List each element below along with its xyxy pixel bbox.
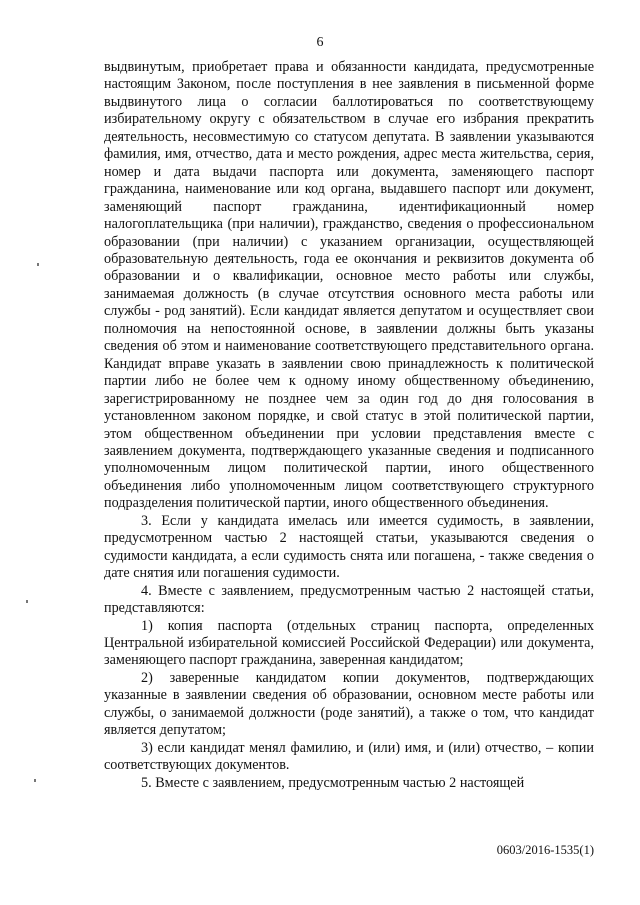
margin-mark bbox=[37, 263, 39, 266]
paragraph-6: 3) если кандидат менял фамилию, и (или) имя, и (или) отчество, – копии соответствующих документов. bbox=[104, 739, 594, 774]
paragraph-3: 4. Вместе с заявлением, предусмотренным частью 2 настоящей статьи, представляются: bbox=[104, 582, 594, 617]
margin-mark bbox=[26, 600, 28, 603]
document-body bbox=[104, 59, 594, 792]
paragraph-2: 3. Если у кандидата имелась или имеется судимость, в заявлении, предусмотренном частью 2 настоящей статьи, указываются сведения о судимости кандидата, а если судимость снята или погашена, - также сведения о дате снятия или погашения судимости. bbox=[104, 512, 594, 582]
paragraph-7: 5. Вместе с заявлением, предусмотренным частью 2 настоящей bbox=[141, 774, 525, 791]
page-number: 6 bbox=[316, 35, 324, 50]
paragraph-1: выдвинутым, приобретает права и обязанности кандидата, предусмотренные настоящим Законом, после поступления в нее заявления в письменной форме выдвинутого лица о согласии баллотироваться по соответствующему избирательному округу с обязательством в случае его избрания прекратить деятельность, несовместимую со статусом депутата. В заявлении указываются фамилия, имя, отчество, дата и место рождения, адрес места жительства, серия, номер и дата выдачи паспорта или документа, заменяющего паспорт гражданина, наименование или код органа, выдавшего паспорт или документ, заменяющий паспорт гражданина, идентификационный номер налогоплательщика (при наличии), гражданство, сведения о профессиональном образовании (при наличии) с указанием организации, осуществляющей образовательную деятельность, года ее окончания и реквизитов документа об образовании и о квалификации, основное место работы или службы, занимаемая должность (в случае отсутствия основного места работы или службы - род занятий). Если кандидат является депутатом и осуществляет свои полномочия на непостоянной основе, в заявлении должны быть указаны сведения об этом и наименование соответствующего представительного органа. Кандидат вправе указать в заявлении свою принадлежность к политической партии либо не более чем к одному иному общественному объединению, зарегистрированному не позднее чем за один год до дня голосования в установленном законом порядке, и свой статус в этой политической партии, этом общественном объединении при условии представления вместе с заявлением документа, подтверждающего указанные сведения и подписанного уполномоченным лицом политической партии, иного общественного объединения либо уполномоченным лицом соответствующего структурного подразделения политической партии, иного общественного объединения. bbox=[104, 59, 594, 512]
document-id: 0603/2016-1535(1) bbox=[496, 843, 594, 857]
paragraph-5: 2) заверенные кандидатом копии документов, подтверждающих указанные в заявлении сведения об образовании, основном месте работы или службы, о занимаемой должности (роде занятий), а также о том, что кандидат является депутатом; bbox=[104, 669, 594, 739]
margin-mark bbox=[34, 779, 36, 782]
paragraph-4: 1) копия паспорта (отдельных страниц паспорта, определенных Центральной избирательной комиссией Российской Федерации) или документа, заменяющего паспорт гражданина, заверенная кандидатом; bbox=[104, 617, 594, 669]
